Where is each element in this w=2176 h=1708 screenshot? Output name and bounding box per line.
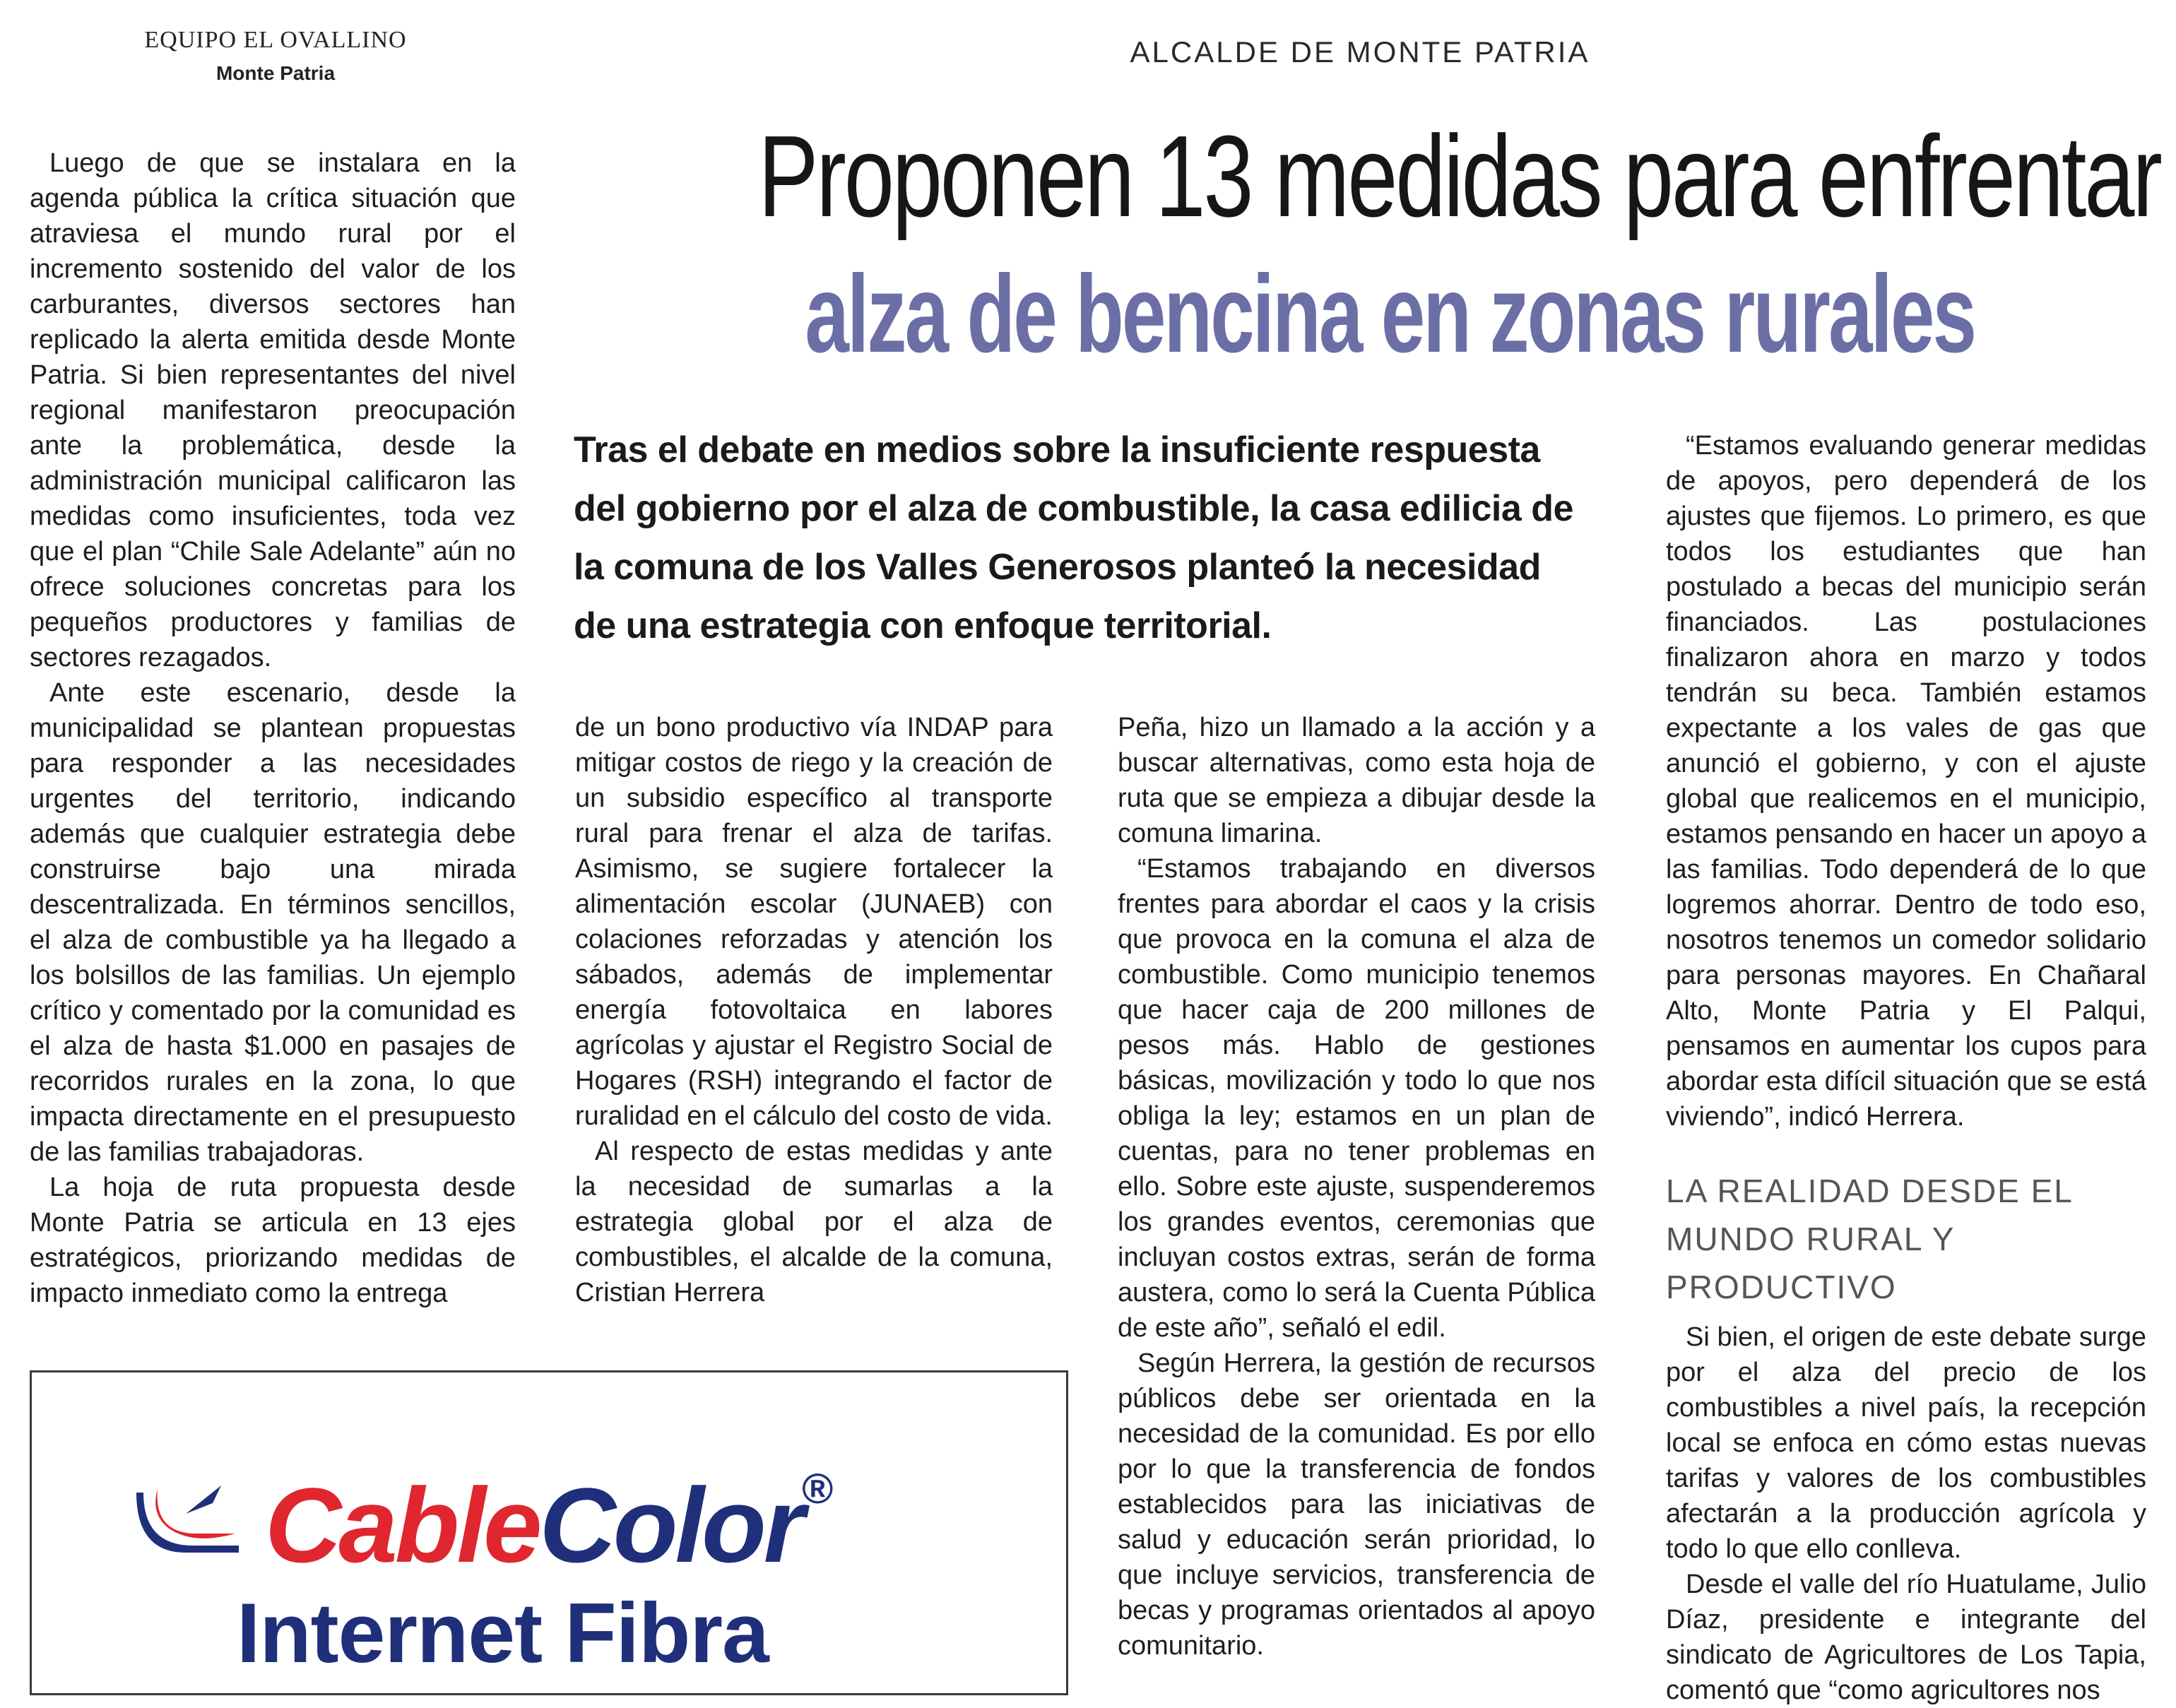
ad-brand-name: [265, 1464, 830, 1587]
paragraph: Desde el valle del río Huatulame, Julio Díaz, presidente e integrante del sindicato de Agricultores de Los Tapia, comentó que “como agricultores nos: [1666, 1570, 2146, 1705]
ad-brand-part-2: Color: [539, 1466, 803, 1584]
byline: EQUIPO EL OVALLINO: [144, 27, 407, 53]
paragraph: “Estamos evaluando generar medidas de apoyos, pero dependerá de los ajustes que fijemos. Lo primero, es que todos los estudiantes que han postulado a becas del municipio serán financiados. Las postulaciones finalizaron ahora en marzo y todos tendrán su beca. También estamos expectante a los vales de gas que anunció el gobierno, y con el ajuste global que realicemos en el municipio, estamos pensando en hacer un apoyo a las familias. Todo dependerá de lo que logremos ahorrar. Dentro de todo eso, nosotros tenemos un comedor solidario para personas mayores. En Chañaral Alto, Monte Patria y El Palqui, pensamos en aumentar los cupos para abordar esta difícil situación que se está viviendo”, indicó Herrera.: [1666, 431, 2146, 1132]
paragraph: Al respecto de estas medidas y ante la necesidad de sumarlas a la estrategia global por el alza de combustibles, el alcalde de la comuna, Cristian Herrera: [575, 1137, 1053, 1307]
headline-line-2: alza de bencina en zonas rurales: [805, 253, 1975, 376]
paragraph: La hoja de ruta propuesta desde Monte Patria se articula en 13 ejes estratégicos, priorizando medidas de impacto inmediato como la entrega: [30, 1173, 516, 1308]
paragraph: Ante este escenario, desde la municipalidad se plantean propuestas para responder a las necesidades urgentes del territorio, indicando además que cualquier estrategia debe construirse bajo una mirada descentralizada. En términos sencillos, el alza de combustible ya ha llegado a los bolsillos de las familias. Un ejemplo crítico y comentado por la comunidad es el alza de hasta $1.000 en pasajes de recorridos rurales en la zona, lo que impacta directamente en el presupuesto de las familias trabajadoras.: [30, 678, 516, 1167]
paragraph: Peña, hizo un llamado a la acción y a buscar alternativas, como esta hoja de ruta que se empieza a dibujar desde la comuna limarina.: [1118, 713, 1595, 848]
ad-brand-part-1: Cable: [265, 1466, 540, 1584]
paragraph: Luego de que se instalara en la agenda pública la crítica situación que atraviesa el mundo rural por el incremento sostenido del valor de los carburantes, diversos sectores han replicado la alerta emitida desde Monte Patria. Si bien representantes del nivel regional manifestaron preocupación ante la problemática, desde la administración municipal calificaron las medidas como insuficientes, toda vez que el plan “Chile Sale Adelante” aún no ofrece soluciones concretas para los pequeños productores y familias de sectores rezagados.: [30, 148, 516, 672]
paragraph: Según Herrera, la gestión de recursos públicos debe ser orientada en la necesidad de la comunidad. Es por ello por lo que la transferencia de fondos establecidos para las iniciativas de salud y educación serán prioridad, lo que incluye servicios, transferencia de becas y programas orientados al apoyo comunitario.: [1118, 1348, 1595, 1661]
article-column-2: [575, 710, 1053, 1310]
headline-line-1: Proponen 13 medidas para enfrentar: [758, 112, 2160, 241]
ad-tagline: Internet Fibra: [237, 1586, 769, 1680]
section-subheading: LA REALIDAD DESDE EL MUNDO RURAL Y PRODUCTIVO: [1666, 1173, 2073, 1305]
cablecolor-swoosh-icon: [136, 1478, 242, 1556]
paragraph: “Estamos trabajando en diversos frentes para abordar el caos y la crisis que provoca en la comuna el alza de combustible. Como municipio tenemos que hacer caja de 200 millones de pesos más. Hablo de gestiones básicas, movilización y todo lo que nos obliga la ley; estamos en un plan de cuentas, para no tener problemas en ello. Sobre este ajuste, suspenderemos los grandes eventos, ceremonias que incluyan costos extras, serán de forma austera, como lo será la Cuenta Pública de este año”, señaló el edil.: [1118, 854, 1595, 1343]
article-column-1: [30, 146, 516, 1311]
advertisement-box: [30, 1370, 1068, 1695]
article-column-3: [1118, 710, 1595, 1663]
paragraph: Si bien, el origen de este debate surge por el alza del precio de los combustibles a nivel país, la recepción local se enfoca en cómo estas nuevas tarifas y valores de los combustibles afectarán a la producción agrícola y todo lo que ello conlleva.: [1666, 1322, 2146, 1564]
article-column-4: [1666, 428, 2146, 1708]
registered-mark: ®: [802, 1465, 831, 1512]
kicker: ALCALDE DE MONTE PATRIA: [1130, 35, 1590, 69]
paragraph: de un bono productivo vía INDAP para mitigar costos de riego y la creación de un subsidio específico al transporte rural para frenar el alza de tarifas. Asimismo, se sugiere fortalecer la alimentación escolar (JUNAEB) con colaciones reforzadas y atención los sábados, además de implementar energía fotovoltaica en labores agrícolas y ajustar el Registro Social de Hogares (RSH) integrando el factor de ruralidad en el cálculo del costo de vida.: [575, 713, 1053, 1131]
dateline-location: Monte Patria: [215, 62, 336, 84]
lede: Tras el debate en medios sobre la insuficiente respuesta del gobierno por el alza de combustible, la casa edilicia de la comuna de los Valles Generosos planteó la necesidad de una estrategia con enfoque territorial.: [574, 429, 1573, 646]
